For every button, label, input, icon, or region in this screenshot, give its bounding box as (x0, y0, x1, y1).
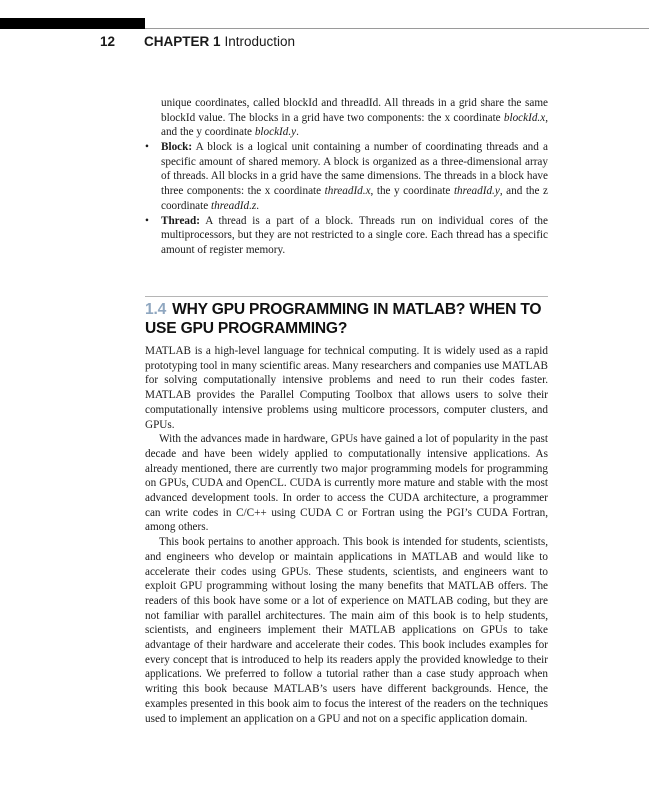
continued-text-2: , and the y coordinate (161, 111, 548, 139)
threadid-z-term: threadId.z (211, 199, 257, 212)
section-title: WHY GPU PROGRAMMING IN MATLAB? WHEN TO USE GPU PROGRAMMING? (145, 301, 542, 337)
continued-text-1: unique coordinates, called blockId and threadId. All threads in a grid share the same blockId value. The blocks in a grid have two components: the x coordinate (161, 97, 548, 124)
section-number: 1.4 (145, 301, 167, 318)
block-text-3: , and the z coordinate (161, 185, 548, 212)
blockid-y-term: blockId.y (254, 126, 297, 139)
continued-text-3: . (296, 126, 299, 139)
header-thick-rule (0, 18, 145, 29)
block-text-2: , the y coordinate (370, 185, 454, 198)
blockid-x-term: blockId.x (503, 111, 546, 124)
bullet-icon: • (145, 141, 149, 153)
block-term: Block: (161, 141, 193, 153)
threadid-y-term: threadId.y (453, 185, 500, 198)
section-divider (145, 296, 548, 297)
threadid-x-term: threadId.x (324, 185, 371, 198)
bullet-icon: • (145, 214, 149, 227)
thread-term: Thread: (161, 214, 200, 227)
section-body (145, 344, 548, 726)
section-paragraph: With the advances made in hardware, GPUs have gained a lot of popularity in the past decade and have been widely applied to computationally intensive applications. As already mentioned, there are currently two major programming models for programming on GPUs, CUDA and OpenCL. CUDA is currently more mature and stable with the most advanced development tools. In order to access the CUDA architecture, a programmer can write codes in C/C++ using CUDA C or Fortran using the PGI’s CUDA Fortran, among others. (145, 433, 548, 534)
page-number: 12 (100, 34, 116, 49)
list-item-thread (145, 214, 548, 258)
chapter-label: CHAPTER 1 (144, 34, 221, 49)
section-paragraph: This book pertains to another approach. This book is intended for students, scientists, and engineers who develop or maintain applications in MATLAB and would like to accelerate their codes using GPUs. These students, scientists, and engineers want to exploit GPU programming without losing the many benefits that MATLAB offers. The readers of this book have some or a lot of experience on MATLAB coding, but they are not familiar with parallel architectures. The main aim of this book is to help students, scientists, and engineers implement their MATLAB applications on GPUs to take advantage of their hardware and accelerate their codes. This book includes examples for every concept that is introduced to help its readers apply the provided knowledge to their applications. We preferred to follow a tutorial rather than a case study approach when writing this book because MATLAB’s users have different backgrounds. Hence, the examples presented in this book aim to focus the interest of the readers on the techniques used to implement an application on a GPU and not on a specific application domain. (145, 536, 548, 725)
running-head (100, 33, 295, 51)
continued-paragraph (161, 96, 548, 140)
section-heading (145, 301, 548, 338)
list-item-block (145, 140, 548, 214)
header-thin-rule (145, 28, 649, 29)
section-paragraph: MATLAB is a high-level language for technical computing. It is widely used as a rapid prototyping tool in many scientific areas. Many researchers and companies use MATLAB for solving computationally intensive problems and need to run their codes faster. MATLAB provides the Parallel Computing Toolbox that allows users to solve their computationally intensive problems using multicore processors, computer clusters, and GPUs. (145, 345, 548, 431)
block-text-1: A block is a logical unit containing a number of coordinating threads and a specific amount of shared memory. A block is organized as a three-dimensional array of threads. All blocks in a grid have the same dimensions. The threads in a block have three components: the x coordinate (161, 141, 548, 198)
chapter-title: Introduction (224, 34, 296, 49)
definition-list (145, 140, 548, 258)
thread-text-1: A thread is a part of a block. Threads run on individual cores of the multiprocessors, but they are not restricted to a single core. Each thread has a specific amount of register memory. (161, 214, 548, 256)
block-text-4: . (256, 199, 260, 212)
